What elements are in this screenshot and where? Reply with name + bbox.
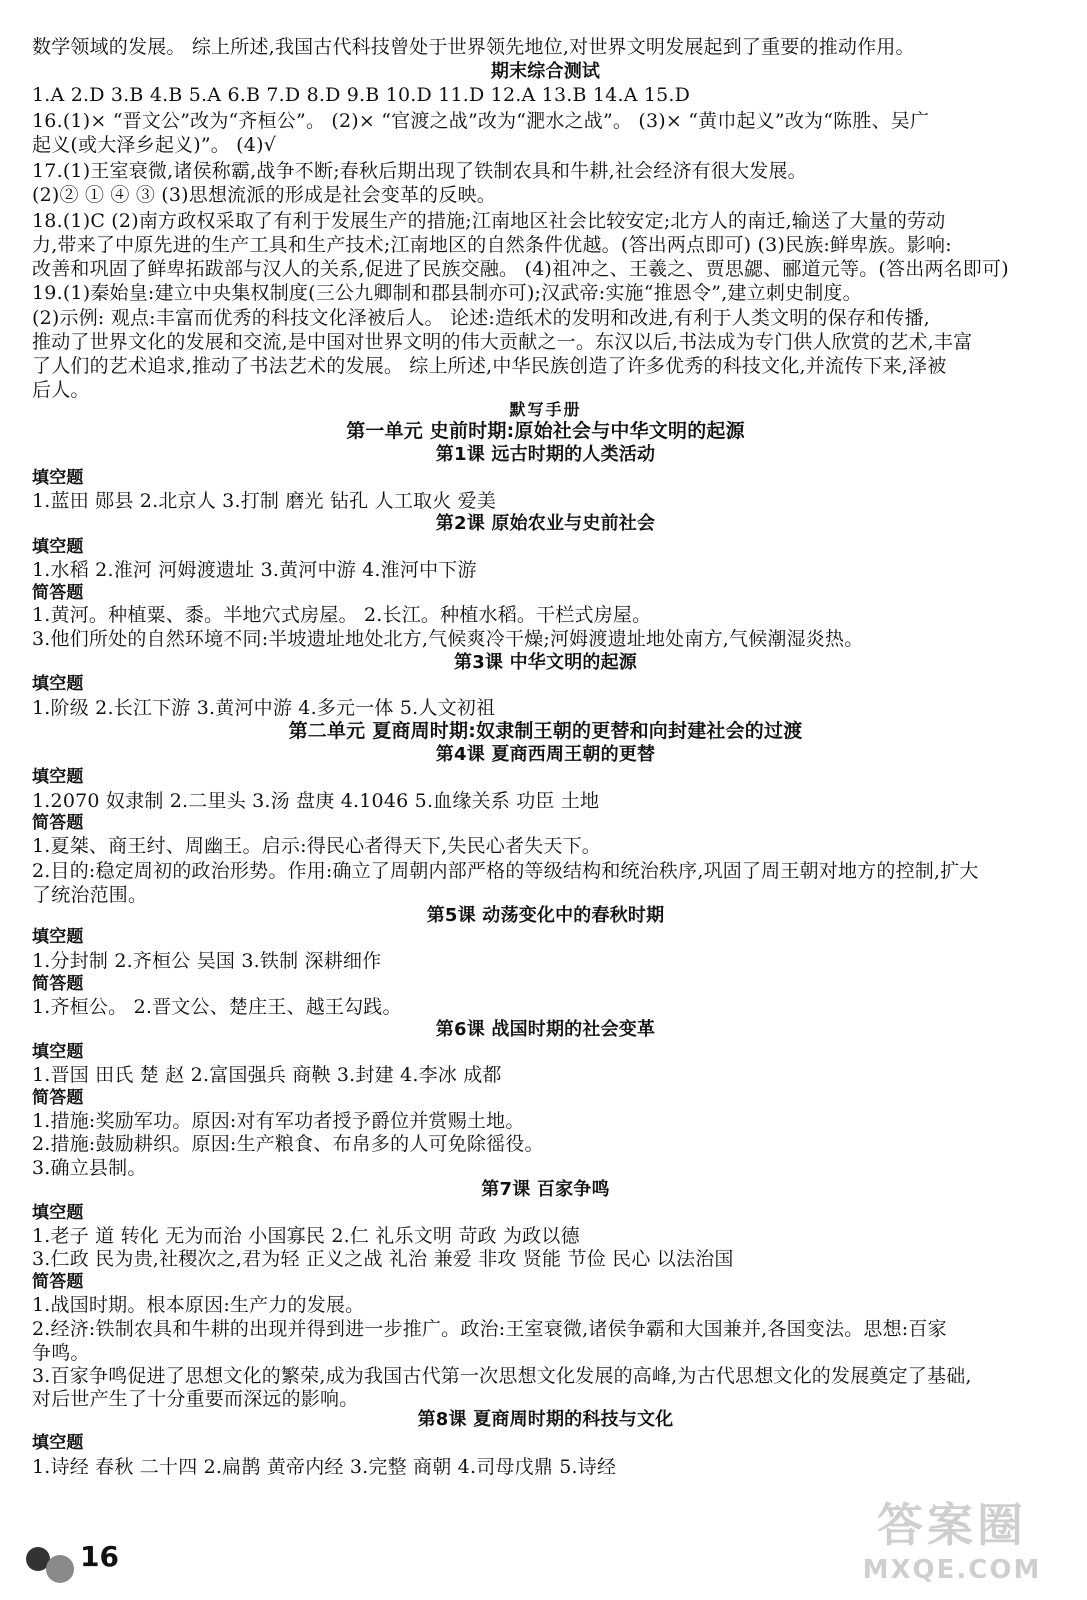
question-type-label: 简答题 [32,974,84,994]
lesson-heading: 第7课 百家争鸣 [481,1179,610,1200]
text-line: 3.百家争鸣促进了思想文化的繁荣,成为我国古代第一次思想文化发展的高峰,为古代思想文化的发展奠定了基础, [32,1365,972,1387]
text-line: 数学领域的发展。 综上所述,我国古代科技曾处于世界领先地位,对世界文明发展起到了重要的推动作用。 [32,36,915,58]
text-line: 19.(1)秦始皇:建立中央集权制度(三公九卿制和郡县制亦可);汉武帝:实施“推恩令”,建立刺史制度。 [32,282,862,304]
text-line: 3.仁政 民为贵,社稷次之,君为轻 正义之战 礼治 兼爱 非攻 贤能 节俭 民心 以法治国 [32,1248,734,1270]
text-line: 2.经济:铁制农具和牛耕的出现并得到进一步推广。政治:王室衰微,诸侯争霸和大国兼并,各国变法。思想:百家 [32,1318,947,1340]
text-line: 推动了世界文化的发展和交流,是中国对世界文明的伟大贡献之一。东汉以后,书法成为专门供人欣赏的艺术,丰富 [32,331,973,353]
text-line: 16.(1)× “晋文公”改为“齐桓公”。 (2)× “官渡之战”改为“淝水之战”。 (3)× “黄巾起义”改为“陈胜、吴广 [32,110,930,132]
text-line: 争鸣。 [32,1342,90,1364]
text-line: 了人们的艺术追求,推动了书法艺术的发展。 综上所述,中华民族创造了许多优秀的科技文化,并流传下来,泽被 [32,355,947,377]
text-line: 后人。 [32,379,90,401]
text-line: 1.战国时期。根本原因:生产力的发展。 [32,1294,365,1316]
question-type-label: 填空题 [32,537,84,557]
text-line: 1.诗经 春秋 二十四 2.扁鹊 黄帝内经 3.完整 商朝 4.司母戊鼎 5.诗经 [32,1456,617,1478]
text-line: 1.晋国 田氏 楚 赵 2.富国强兵 商鞅 3.封建 4.李冰 成都 [32,1064,502,1086]
question-type-label: 简答题 [32,813,84,833]
watermark-logo-text: 答案圈 [877,1498,1027,1552]
text-line: 1.2070 奴隶制 2.二里头 3.汤 盘庚 4.1046 5.血缘关系 功臣 土地 [32,790,600,812]
text-line: 1.分封制 2.齐桓公 吴国 3.铁制 深耕细作 [32,950,382,972]
question-type-label: 填空题 [32,1433,84,1453]
text-line: 2.目的:稳定周初的政治形势。作用:确立了周朝内部严格的等级结构和统治秩序,巩固了周王朝对地方的控制,扩大 [32,860,979,882]
question-type-label: 简答题 [32,1272,84,1292]
text-line: 3.他们所处的自然环境不同:半坡遗址地处北方,气候爽冷干燥;河姆渡遗址地处南方,气候潮湿炎热。 [32,628,864,650]
question-type-label: 填空题 [32,767,84,787]
question-type-label: 填空题 [32,1203,84,1223]
text-line: 对后世产生了十分重要而深远的影响。 [32,1388,359,1410]
lesson-heading: 第1课 远古时期的人类活动 [435,444,656,465]
text-line: 1.阶级 2.长江下游 3.黄河中游 4.多元一体 5.人文初祖 [32,697,496,719]
text-line: 1.老子 道 转化 无为而治 小国寡民 2.仁 礼乐文明 苛政 为政以德 [32,1225,580,1247]
text-line: 18.(1)C (2)南方政权采取了有利于发展生产的措施;江南地区社会比较安定;北方人的南迁,输送了大量的劳动 [32,210,946,232]
text-line: 力,带来了中原先进的生产工具和生产技术;江南地区的自然条件优越。(答出两点即可) (3)民族:鲜卑族。影响: [32,234,952,256]
lesson-heading: 第6课 战国时期的社会变革 [435,1019,656,1040]
text-line: 起义(或大泽乡起义)”。 (4)√ [32,134,276,156]
text-line: 1.夏桀、商王纣、周幽王。启示:得民心者得天下,失民心者失天下。 [32,835,601,857]
page-number: 16 [80,1540,119,1573]
text-line: 1.水稻 2.淮河 河姆渡遗址 3.黄河中游 4.淮河中下游 [32,559,477,581]
text-line: 1.A 2.D 3.B 4.B 5.A 6.B 7.D 8.D 9.B 10.D 11.D 12.A 13.B 14.A 15.D [32,84,691,106]
lesson-heading: 第8课 夏商周时期的科技与文化 [417,1409,674,1430]
question-type-label: 简答题 [32,583,84,603]
lesson-heading: 第5课 动荡变化中的春秋时期 [426,905,665,926]
watermark [837,1495,1067,1595]
unit-heading: 第一单元 史前时期:原始社会与中华文明的起源 [346,420,745,442]
text-line: 改善和巩固了鲜卑拓跋部与汉人的关系,促进了民族交融。 (4)祖冲之、王羲之、贾思勰、郦道元等。(答出两名即可) [32,258,1009,280]
text-line: 1.黄河。种植粟、黍。半地穴式房屋。 2.长江。种植水稻。干栏式房屋。 [32,604,652,626]
question-type-label: 填空题 [32,468,84,488]
lesson-heading: 第2课 原始农业与史前社会 [435,513,656,534]
text-line: 1.齐桓公。 2.晋文公、楚庄王、越王勾践。 [32,996,402,1018]
lesson-heading: 第4课 夏商西周王朝的更替 [435,744,656,765]
section-title: 期末综合测试 [490,61,601,82]
watermark-url: MXQE.COM [862,1555,1042,1585]
text-line: 2.措施:鼓励耕织。原因:生产粮食、布帛多的人可免除徭役。 [32,1133,544,1155]
text-line: 17.(1)王室衰微,诸侯称霸,战争不断;春秋后期出现了铁制农具和牛耕,社会经济有很大发展。 [32,160,807,182]
text-line: 1.蓝田 郧县 2.北京人 3.打制 磨光 钻孔 人工取火 爱美 [32,490,497,512]
page-footer [26,1535,186,1583]
circle-icon [46,1555,74,1583]
text-line: 1.措施:奖励军功。原因:对有军功者授予爵位并赏赐土地。 [32,1110,525,1132]
question-type-label: 填空题 [32,927,84,947]
text-line: 3.确立县制。 [32,1157,147,1179]
question-type-label: 简答题 [32,1088,84,1108]
text-line: (2)② ① ④ ③ (3)思想流派的形成是社会变革的反映。 [32,184,496,206]
lesson-heading: 第3课 中华文明的起源 [454,652,637,673]
question-type-label: 填空题 [32,1042,84,1062]
unit-heading: 第二单元 夏商周时期:奴隶制王朝的更替和向封建社会的过渡 [288,720,803,742]
text-line: (2)示例: 观点:丰富而优秀的科技文化泽被后人。 论述:造纸术的发明和改进,有利于人类文明的保存和传播, [32,307,930,329]
question-type-label: 填空题 [32,674,84,694]
text-line: 了统治范围。 [32,884,148,906]
handbook-title: 默写手册 [509,400,582,419]
